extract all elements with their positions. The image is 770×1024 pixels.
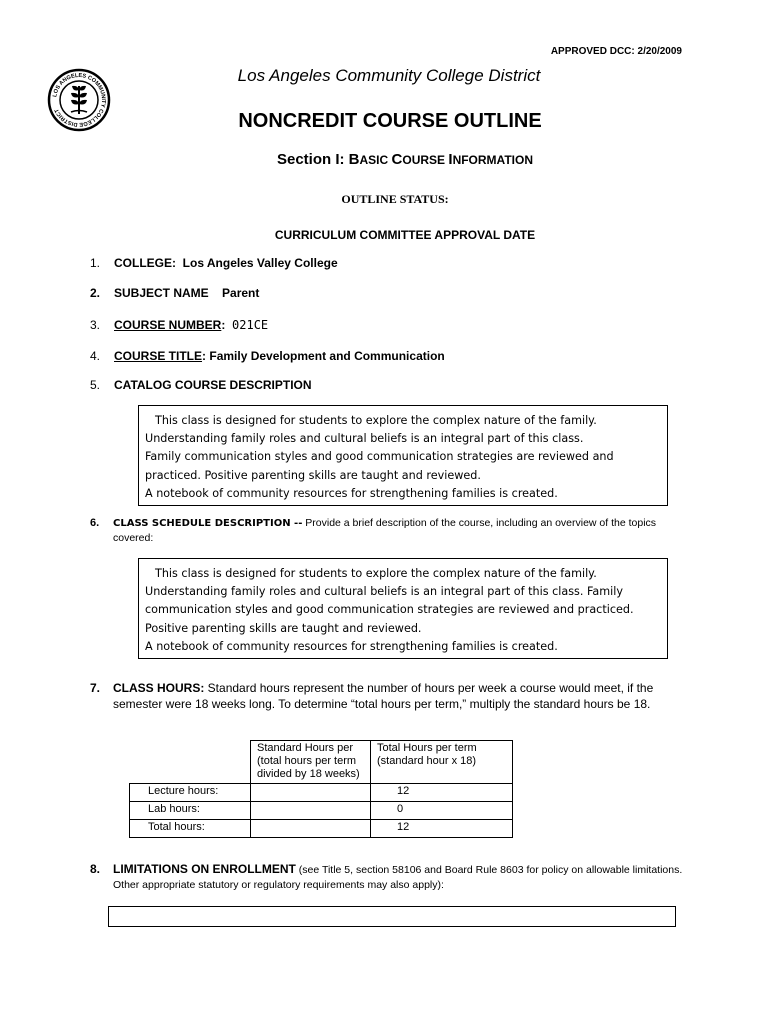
item-number: 4. xyxy=(90,349,101,363)
description-line: Understanding family roles and cultural beliefs is an integral part of this class. xyxy=(145,432,584,446)
table-row xyxy=(130,820,513,838)
catalog-description-box xyxy=(138,405,668,506)
catalog-label: CATALOG COURSE DESCRIPTION xyxy=(114,378,312,392)
course-title-value: Family Development and Communication xyxy=(209,349,445,363)
row-label: Total hours: xyxy=(130,820,251,838)
outline-status: OUTLINE STATUS: xyxy=(341,192,449,206)
limitations-instruction: (see Title 5, section 58106 and Board Rule 8603 for policy on allowable limitations. Other appropriate statutory or regulatory requirements may also apply): xyxy=(113,864,683,891)
total-hours-cell: 0 xyxy=(371,802,513,820)
college-label: COLLEGE: xyxy=(114,256,176,270)
approval-stamp: APPROVED DCC: 2/20/2009 xyxy=(550,46,682,57)
class-hours-label: CLASS HOURS: xyxy=(113,681,205,695)
document-title: NONCREDIT COURSE OUTLINE xyxy=(238,110,542,132)
total-hours-cell: 12 xyxy=(371,820,513,838)
class-hours-instruction: Standard hours represent the number of hours per week a course would meet, if the semester were 18 weeks long. To determine “total hours per term,” multiply the standard hours be 18. xyxy=(113,681,654,711)
description-line: A notebook of community resources for strengthening families is created. xyxy=(145,486,558,500)
item-number: 3. xyxy=(90,318,101,332)
description-line: This class is designed for students to explore the complex nature of the family. xyxy=(155,567,597,580)
limitations-field[interactable] xyxy=(108,906,676,927)
schedule-instruction: Provide a brief description of the course, including an overview of the topics covered: xyxy=(113,517,657,544)
schedule-description-box xyxy=(138,558,668,659)
section-title: Section I: BASIC COURSE INFORMATION xyxy=(276,151,533,168)
approval-date-heading: CURRICULUM COMMITTEE APPROVAL DATE xyxy=(274,228,536,242)
course-title-label: COURSE TITLE xyxy=(114,349,203,363)
total-hours-header: Total Hours per term (standard hour x 18) xyxy=(371,741,513,784)
total-hours-cell: 12 xyxy=(371,784,513,802)
description-line: This class is designed for students to explore the complex nature of the family. xyxy=(155,414,597,427)
description-line: communication styles and good communication strategies are reviewed and practiced. xyxy=(145,603,634,617)
row-label: Lecture hours: xyxy=(130,784,251,802)
description-line: Understanding family roles and cultural beliefs is an integral part of this class. Family xyxy=(145,585,623,599)
district-name: Los Angeles Community College District xyxy=(237,66,541,85)
college-value: Los Angeles Valley College xyxy=(182,256,338,270)
standard-hours-header: Standard Hours per (total hours per term divided by 18 weeks) xyxy=(251,741,371,784)
subject-label: SUBJECT NAME xyxy=(114,286,209,300)
row-label: Lab hours: xyxy=(130,802,251,820)
table-row xyxy=(130,784,513,802)
description-line: practiced. Positive parenting skills are taught and reviewed. xyxy=(145,468,481,482)
item-number: 7. xyxy=(90,681,101,695)
standard-hours-cell xyxy=(251,802,371,820)
class-hours-item xyxy=(90,681,690,712)
standard-hours-cell xyxy=(251,820,371,838)
course-number-label: COURSE NUMBER xyxy=(114,318,222,332)
description-line: Positive parenting skills are taught and reviewed. xyxy=(145,621,422,635)
description-line: Family communication styles and good communication strategies are reviewed and xyxy=(145,450,614,464)
item-number: 1. xyxy=(90,256,101,270)
table-header-row xyxy=(130,741,513,784)
schedule-label: CLASS SCHEDULE DESCRIPTION -- xyxy=(113,518,303,529)
table-row xyxy=(130,802,513,820)
limitations-label: LIMITATIONS ON ENROLLMENT xyxy=(113,862,296,876)
subject-value: Parent xyxy=(222,286,260,300)
item-number: 2. xyxy=(90,286,101,300)
standard-hours-cell xyxy=(251,784,371,802)
schedule-item xyxy=(90,516,670,545)
item-number: 6. xyxy=(90,517,100,529)
svg-text:LOS ANGELES COMMUNITY COLLEGE: LOS ANGELES COMMUNITY COLLEGE DISTRICT xyxy=(52,72,107,128)
item-number: 5. xyxy=(90,378,101,392)
item-number: 8. xyxy=(90,862,101,876)
description-line: A notebook of community resources for strengthening families is created. xyxy=(145,639,558,653)
limitations-item xyxy=(90,862,690,893)
course-number-value: 021CE xyxy=(232,318,269,332)
class-hours-table xyxy=(129,740,513,838)
